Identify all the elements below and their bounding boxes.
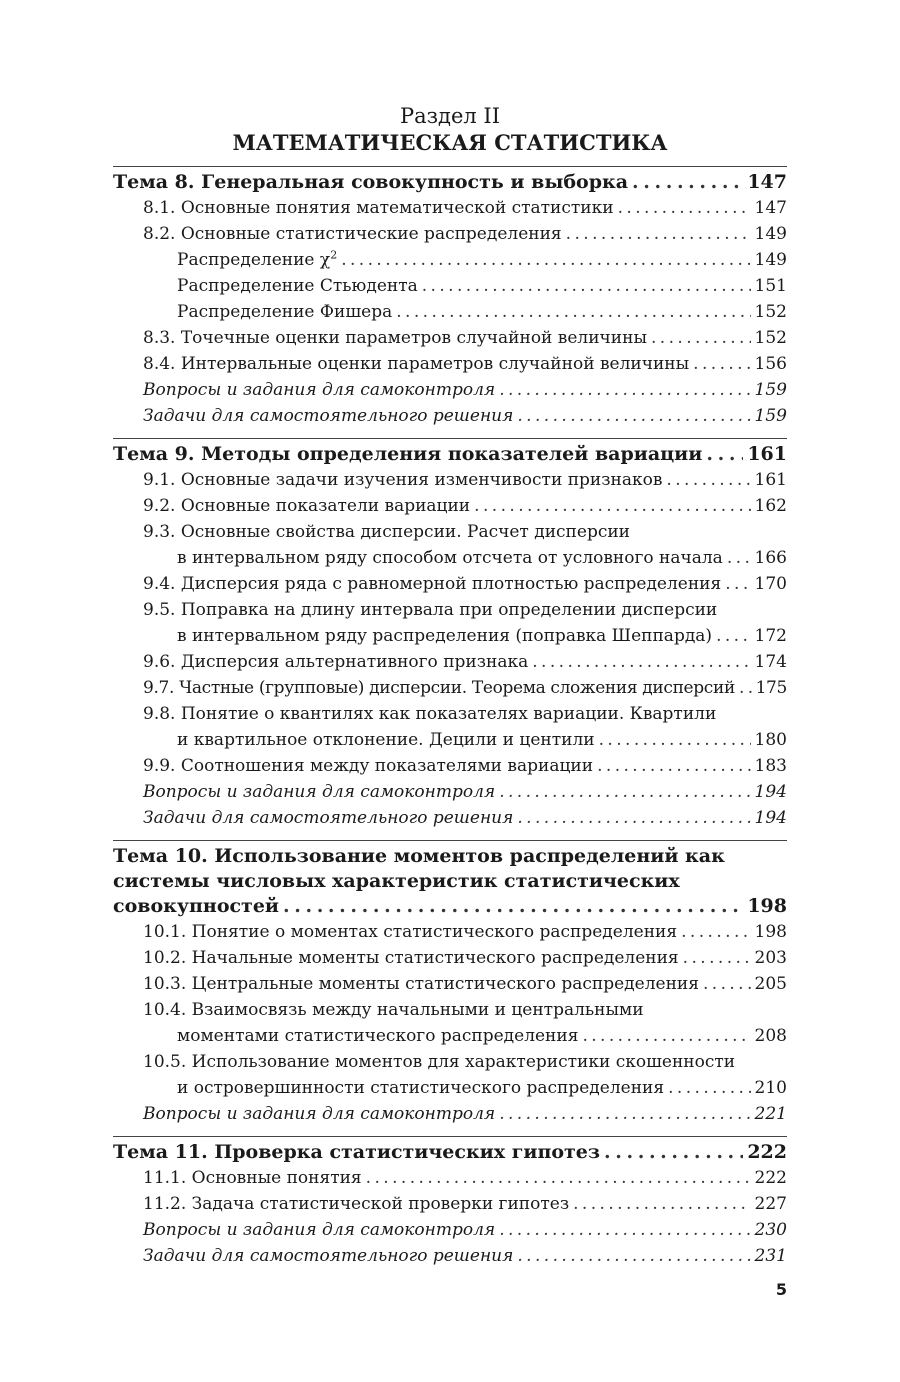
toc-entry-line2[interactable]: в интервальном ряду распределения (поправка Шеппарда) . . . 172 bbox=[113, 623, 787, 649]
page-number: 5 bbox=[775, 1280, 787, 1299]
toc-entry-questions[interactable]: Вопросы и задания для самоконтроля . . . 194 bbox=[113, 779, 787, 805]
toc-entry[interactable]: 9.9. Соотношения между показателями вариации . . . 183 bbox=[113, 753, 787, 779]
page-ref: 147 bbox=[747, 171, 787, 193]
page-ref: 194 bbox=[754, 782, 787, 802]
page-ref: 152 bbox=[754, 302, 787, 322]
leader-dots bbox=[706, 442, 743, 467]
toc-subentry[interactable]: Распределение Стьюдента . . . 151 bbox=[113, 273, 787, 299]
toc-entry[interactable]: 9.6. Дисперсия альтернативного признака . . . 174 bbox=[113, 649, 787, 675]
page-ref: 151 bbox=[754, 276, 787, 296]
toc-entry-line1[interactable]: 9.5. Поправка на длину интервала при определении дисперсии bbox=[143, 600, 718, 620]
page-ref: 210 bbox=[754, 1078, 787, 1098]
toc-entry[interactable]: 11.1. Основные понятия . . . 222 bbox=[113, 1165, 787, 1191]
page-ref: 183 bbox=[754, 756, 787, 776]
toc-topic-heading-line3[interactable]: совокупностей . . . 198 bbox=[113, 894, 787, 919]
leader-dots bbox=[604, 1140, 743, 1165]
page-ref: 180 bbox=[754, 730, 787, 750]
toc-topic-heading[interactable]: Тема 9. Методы определения показателей вариации . . . 161 bbox=[113, 442, 787, 467]
toc-topic-11 bbox=[113, 1136, 787, 1269]
page-ref: 162 bbox=[754, 496, 787, 516]
toc-entry[interactable]: 8.2. Основные статистические распределения . . . 149 bbox=[113, 221, 787, 247]
toc-entry[interactable]: 8.3. Точечные оценки параметров случайной величины . . . 152 bbox=[113, 325, 787, 351]
toc-entry[interactable]: 9.2. Основные показатели вариации . . . 162 bbox=[113, 493, 787, 519]
table-of-contents bbox=[113, 166, 787, 1269]
page-ref: 174 bbox=[754, 652, 787, 672]
toc-topic-10 bbox=[113, 840, 787, 1127]
toc-entry-tasks[interactable]: Задачи для самостоятельного решения . . . 194 bbox=[113, 805, 787, 831]
page-ref: 147 bbox=[754, 198, 787, 218]
page-ref: 198 bbox=[754, 922, 787, 942]
page-ref: 194 bbox=[754, 808, 787, 828]
page-ref: 170 bbox=[754, 574, 787, 594]
toc-entry-line2[interactable]: и островершинности статистического распределения . . . 210 bbox=[113, 1075, 787, 1101]
toc-topic-heading-line2[interactable]: системы числовых характеристик статистических bbox=[113, 870, 680, 892]
toc-entry[interactable]: 10.1. Понятие о моментах статистического распределения . . . 198 bbox=[113, 919, 787, 945]
toc-entry-line1[interactable]: 10.5. Использование моментов для характеристики скошенности bbox=[143, 1052, 736, 1072]
page-ref: 159 bbox=[754, 406, 787, 426]
toc-entry-questions[interactable]: Вопросы и задания для самоконтроля . . . 159 bbox=[113, 377, 787, 403]
toc-entry[interactable]: 9.4. Дисперсия ряда с равномерной плотностью распределения . . . 170 bbox=[113, 571, 787, 597]
page-ref: 166 bbox=[754, 548, 787, 568]
toc-entry-line2[interactable]: моментами статистического распределения . . . 208 bbox=[113, 1023, 787, 1049]
page-ref: 230 bbox=[754, 1220, 787, 1240]
toc-subentry[interactable]: Распределение Фишера . . . 152 bbox=[113, 299, 787, 325]
page-ref: 161 bbox=[754, 470, 787, 490]
leader-dots bbox=[283, 894, 743, 919]
page-ref: 172 bbox=[754, 626, 787, 646]
page-ref: 222 bbox=[754, 1168, 787, 1188]
page-ref: 161 bbox=[747, 443, 787, 465]
toc-entry-questions[interactable]: Вопросы и задания для самоконтроля . . . 221 bbox=[113, 1101, 787, 1127]
toc-entry-line2[interactable]: в интервальном ряду способом отсчета от условного начала . . . 166 bbox=[113, 545, 787, 571]
page-ref: 203 bbox=[754, 948, 787, 968]
toc-entry-line1[interactable]: 10.4. Взаимосвязь между начальными и центральными bbox=[143, 1000, 644, 1020]
page-ref: 227 bbox=[754, 1194, 787, 1214]
page-ref: 175 bbox=[755, 678, 787, 698]
page-ref: 149 bbox=[754, 250, 787, 270]
page-ref: 152 bbox=[754, 328, 787, 348]
toc-entry-questions[interactable]: Вопросы и задания для самоконтроля . . . 230 bbox=[113, 1217, 787, 1243]
page-ref: 208 bbox=[754, 1026, 787, 1046]
toc-entry[interactable]: 9.7. Частные (групповые) дисперсии. Теорема сложения дисперсий . . . 175 bbox=[113, 675, 787, 701]
toc-entry[interactable]: 9.1. Основные задачи изучения изменчивости признаков . . . 161 bbox=[113, 467, 787, 493]
toc-entry-line2[interactable]: и квартильное отклонение. Децили и центили . . . 180 bbox=[113, 727, 787, 753]
toc-entry-line1[interactable]: 9.3. Основные свойства дисперсии. Расчет дисперсии bbox=[143, 522, 631, 542]
toc-entry[interactable]: 10.2. Начальные моменты статистического распределения . . . 203 bbox=[113, 945, 787, 971]
toc-entry[interactable]: 10.3. Центральные моменты статистического распределения . . . 205 bbox=[113, 971, 787, 997]
page-ref: 156 bbox=[754, 354, 787, 374]
toc-subentry[interactable]: Распределение $\chi^2$ . . . 149 bbox=[113, 247, 787, 273]
toc-entry[interactable]: 11.2. Задача статистической проверки гипотез . . . 227 bbox=[113, 1191, 787, 1217]
toc-entry-line1[interactable]: 9.8. Понятие о квантилях как показателях вариации. Квартили bbox=[143, 704, 717, 724]
page-ref: 222 bbox=[747, 1141, 787, 1163]
page-ref: 159 bbox=[754, 380, 787, 400]
toc-topic-heading[interactable]: Тема 8. Генеральная совокупность и выборка . . . 147 bbox=[113, 170, 787, 195]
page-ref: 231 bbox=[754, 1246, 787, 1266]
toc-topic-heading-line1[interactable]: Тема 10. Использование моментов распределений как bbox=[113, 845, 725, 867]
page-ref: 205 bbox=[754, 974, 787, 994]
toc-entry-tasks[interactable]: Задачи для самостоятельного решения . . . 231 bbox=[113, 1243, 787, 1269]
toc-entry[interactable]: 8.4. Интервальные оценки параметров случайной величины . . . 156 bbox=[113, 351, 787, 377]
toc-topic-8 bbox=[113, 166, 787, 429]
section-label: Раздел II bbox=[399, 104, 501, 128]
page-ref: 221 bbox=[754, 1104, 787, 1124]
toc-topic-9 bbox=[113, 438, 787, 831]
toc-entry-tasks[interactable]: Задачи для самостоятельного решения . . . 159 bbox=[113, 403, 787, 429]
toc-entry[interactable]: 8.1. Основные понятия математической статистики . . . 147 bbox=[113, 195, 787, 221]
page-ref: 198 bbox=[747, 895, 787, 917]
leader-dots bbox=[632, 170, 743, 195]
page-ref: 149 bbox=[754, 224, 787, 244]
section-title: МАТЕМАТИЧЕСКАЯ СТАТИСТИКА bbox=[232, 130, 668, 155]
toc-topic-heading[interactable]: Тема 11. Проверка статистических гипотез . . . 222 bbox=[113, 1140, 787, 1165]
